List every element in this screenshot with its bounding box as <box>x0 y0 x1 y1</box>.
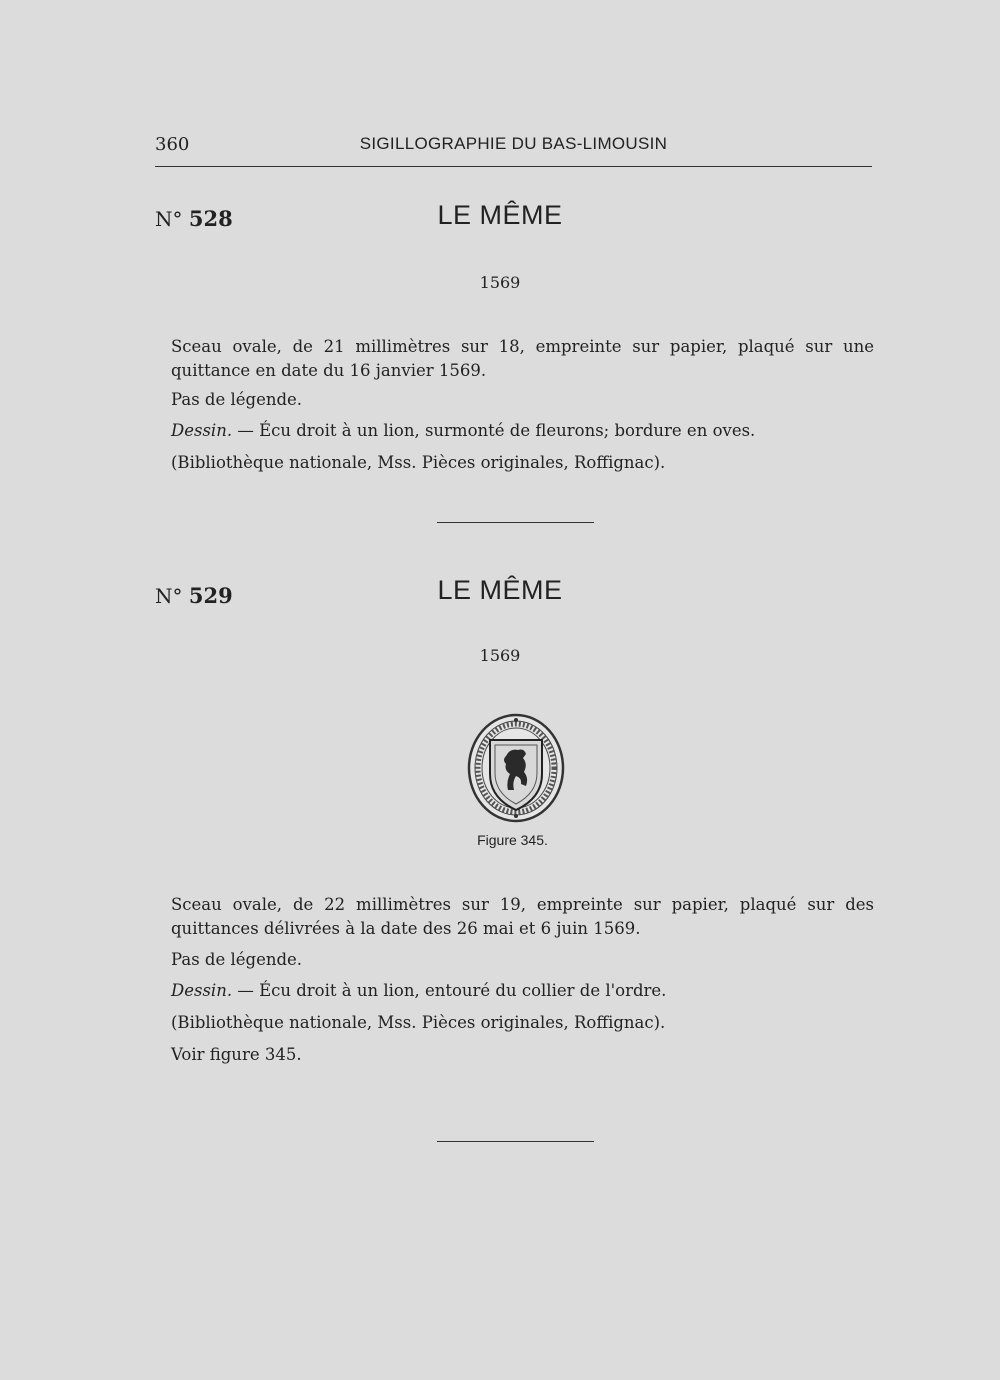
dessin-line <box>171 979 666 1003</box>
source-citation: (Bibliothèque nationale, Mss. Pièces originales, Roffignac). <box>171 453 666 472</box>
entry-title: LE MÊME <box>437 200 563 230</box>
entry-title: LE MÊME <box>437 575 563 605</box>
entry-number-value: 529 <box>188 583 233 608</box>
entry-number-value: 528 <box>188 206 233 231</box>
dessin-line <box>171 419 755 443</box>
seal-description: Sceau ovale, de 22 millimètres sur 19, empreinte sur papier, plaqué sur des quittances délivrées à la date des 26 mai et 6 juin 1569. <box>171 895 874 938</box>
header-rule <box>155 166 872 167</box>
dessin-label: Dessin. <box>171 421 233 440</box>
entry-year: 1569 <box>479 273 521 292</box>
page-number: 360 <box>155 134 190 155</box>
dessin-text: — Écu droit à un lion, surmonté de fleurons; bordure en oves. <box>232 421 756 440</box>
figure-reference: Voir figure 345. <box>171 1045 302 1064</box>
running-title: SIGILLOGRAPHIE DU BAS-LIMOUSIN <box>359 134 668 153</box>
seal-description: Sceau ovale, de 21 millimètres sur 18, empreinte sur papier, plaqué sur une quittance en date du 16 janvier 1569. <box>171 337 874 380</box>
entry-number-prefix: N° <box>155 207 183 231</box>
section-separator <box>437 522 594 523</box>
legend-note: Pas de légende. <box>171 950 303 969</box>
source-citation: (Bibliothèque nationale, Mss. Pièces originales, Roffignac). <box>171 1013 666 1032</box>
figure-caption: Figure 345. <box>477 832 548 848</box>
dessin-label: Dessin. <box>171 981 233 1000</box>
section-separator <box>437 1141 594 1142</box>
legend-note: Pas de légende. <box>171 390 303 409</box>
dessin-text: — Écu droit à un lion, entouré du collier de l'ordre. <box>232 981 667 1000</box>
entry-year: 1569 <box>479 646 521 665</box>
page-header <box>155 134 872 164</box>
entry-number-prefix: N° <box>155 584 183 608</box>
seal-figure <box>466 712 566 824</box>
